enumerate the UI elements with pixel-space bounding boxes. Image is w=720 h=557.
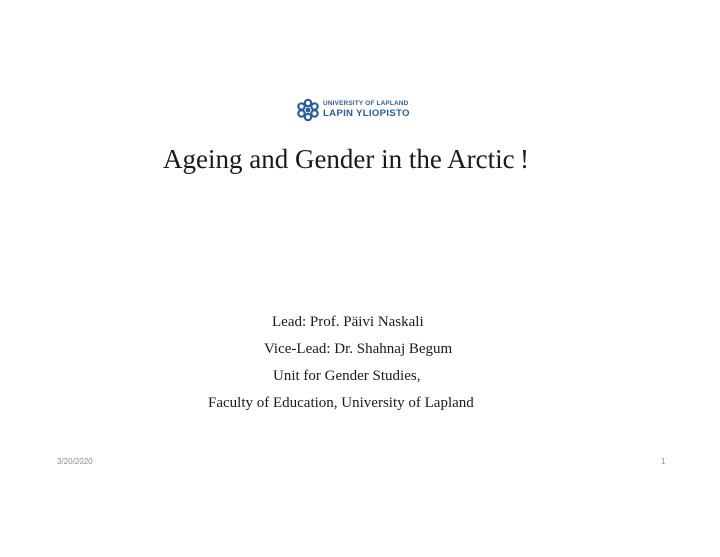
vice-lead-credit: Vice-Lead: Dr. Shahnaj Begum [264, 341, 453, 357]
logo-finnish-name: LAPIN YLIOPISTO [323, 108, 410, 120]
footer-date: 3/20/2020 [57, 457, 93, 466]
logo-english-name: UNIVERSITY OF LAPLAND [323, 100, 409, 107]
unit-credit: Unit for Gender Studies, [273, 368, 421, 384]
slide-title: Ageing and Gender in the Arctic ! [162, 144, 530, 174]
university-logo [296, 95, 420, 125]
slide-number: 1 [661, 457, 666, 466]
logo-wordmark [323, 101, 410, 119]
faculty-credit: Faculty of Education, University of Lapland [208, 395, 474, 411]
lead-credit: Lead: Prof. Päivi Naskali [272, 314, 424, 330]
snowflake-emblem-icon [296, 96, 320, 124]
